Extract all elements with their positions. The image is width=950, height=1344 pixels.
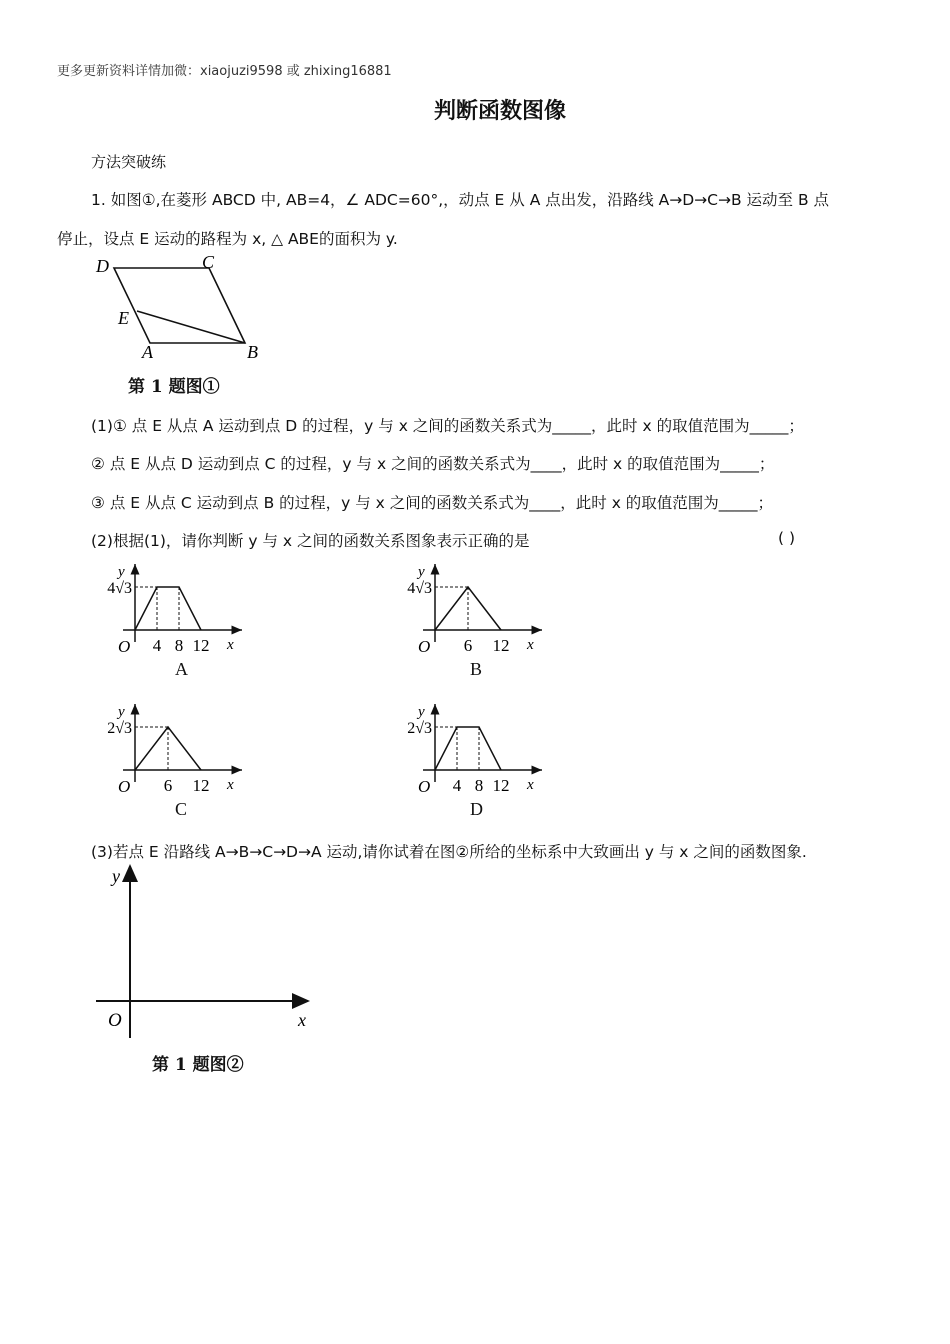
part-1-step-3: ③ 点 E 从点 C 运动到点 B 的过程，y 与 x 之间的函数关系式为____，此时 x 的取值范围为_____； (91, 494, 774, 512)
function-curve (135, 587, 201, 630)
x-tick-label: 6 (463, 636, 473, 655)
y-max-label: 4√3 (407, 580, 432, 597)
x-axis-label: x (298, 1010, 306, 1030)
part-1-step-1: (1)① 点 E 从点 A 运动到点 D 的过程，y 与 x 之间的函数关系式为_____，此时 x 的取值范围为_____； (91, 417, 804, 435)
part-3-question: (3)若点 E 沿路线 A→B→C→D→A 运动,请你试着在图②所给的坐标系中大致画出 y 与 x 之间的函数图象. (91, 843, 807, 861)
origin-label: O (118, 777, 131, 796)
vertex-label-C: C (202, 252, 215, 272)
x-tick-label: 8 (174, 636, 184, 655)
y-axis-label: y (118, 564, 125, 580)
vertex-label-A: A (142, 342, 153, 362)
y-max-label: 2√3 (107, 720, 132, 737)
blank-coordinate-figure[interactable] (90, 860, 330, 1040)
option-B-label: B (470, 659, 483, 679)
origin-label: O (418, 637, 431, 656)
option-D-label: D (470, 799, 483, 819)
origin-label: O (118, 637, 131, 656)
origin-label: O (418, 777, 431, 796)
vertex-label-B: B (247, 342, 258, 362)
y-axis-label: y (112, 866, 120, 886)
x-tick-label: 4 (452, 776, 462, 795)
point-label-E: E (118, 308, 129, 328)
x-axis-label: x (227, 777, 234, 793)
figure-1-caption: 第 1 题图① (128, 377, 220, 397)
option-D-graph[interactable] (392, 700, 552, 800)
rhombus-outline (114, 268, 245, 343)
x-axis-label: x (527, 777, 534, 793)
option-A-graph[interactable] (92, 560, 252, 660)
x-tick-label: 12 (492, 636, 510, 655)
x-tick-label: 4 (152, 636, 162, 655)
question-1-line-1: 1. 如图①,在菱形 ABCD 中, AB=4，∠ ADC=60°,，动点 E 从 A 点出发，沿路线 A→D→C→B 运动至 B 点 (91, 191, 830, 209)
figure-2-caption: 第 1 题图② (152, 1055, 244, 1075)
y-axis-label: y (418, 704, 425, 720)
y-axis-label: y (418, 564, 425, 580)
y-axis-label: y (118, 704, 125, 720)
section-heading: 方法突破练 (91, 153, 167, 171)
option-A-label: A (175, 659, 188, 679)
origin-label: O (108, 1010, 122, 1031)
x-tick-label: 8 (474, 776, 484, 795)
x-axis-label: x (227, 637, 234, 653)
segment-EB (137, 311, 245, 343)
y-max-label: 2√3 (407, 720, 432, 737)
x-tick-label: 12 (492, 776, 510, 795)
x-axis-label: x (527, 637, 534, 653)
function-curve (435, 727, 501, 770)
x-tick-label: 12 (192, 776, 210, 795)
part-2-question: (2)根据(1)，请你判断 y 与 x 之间的函数关系图象表示正确的是 (91, 532, 530, 550)
vertex-label-D: D (96, 256, 109, 276)
header-note: 更多更新资料详情加微：xiaojuzi9598 或 zhixing16881 (57, 64, 392, 79)
x-tick-label: 6 (163, 776, 173, 795)
question-1-line-2: 停止，设点 E 运动的路程为 x, △ ABE的面积为 y. (57, 230, 398, 248)
answer-parentheses: ( ) (778, 529, 796, 547)
option-B-graph[interactable] (392, 560, 552, 660)
option-C-graph[interactable] (92, 700, 252, 800)
x-tick-label: 12 (192, 636, 210, 655)
y-max-label: 4√3 (107, 580, 132, 597)
option-C-label: C (175, 799, 188, 819)
page-title: 判断函数图像 (433, 99, 566, 124)
part-1-step-2: ② 点 E 从点 D 运动到点 C 的过程，y 与 x 之间的函数关系式为____，此时 x 的取值范围为_____； (91, 455, 775, 473)
